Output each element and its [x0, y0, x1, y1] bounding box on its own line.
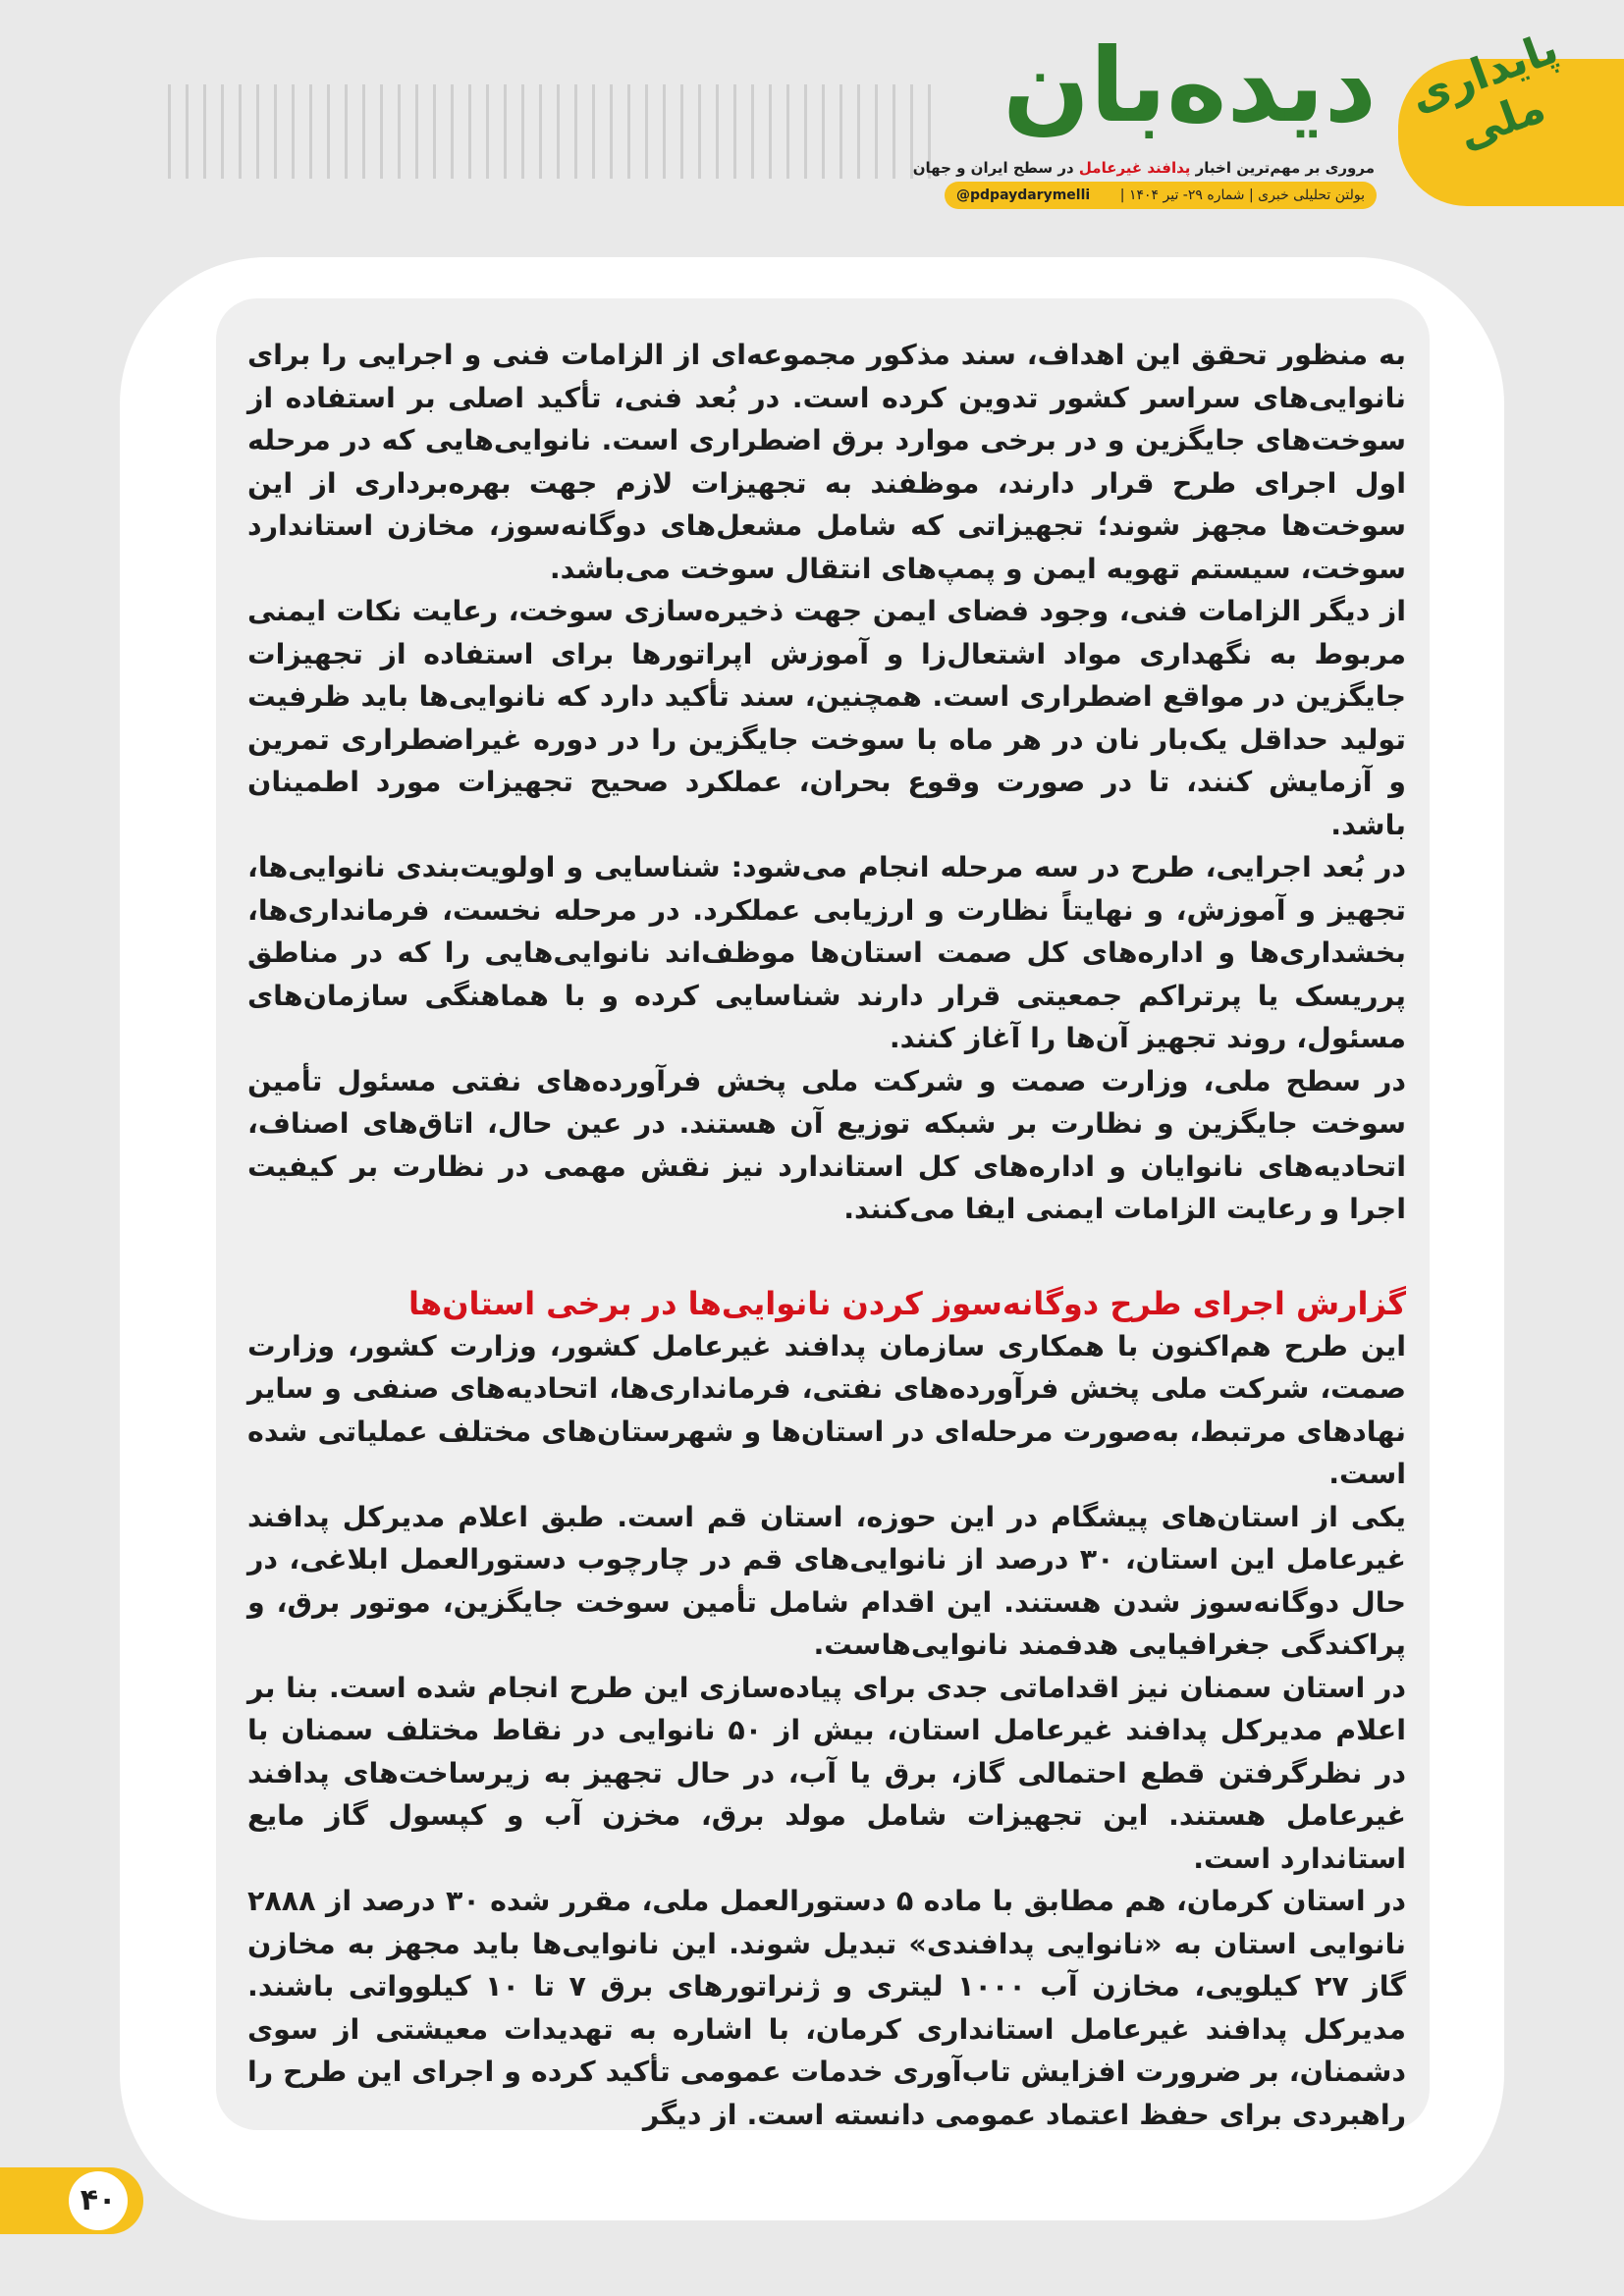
page-number: ۴۰: [69, 2171, 128, 2230]
article-paragraph: این طرح هم‌اکنون با همکاری سازمان پدافند غیرعامل کشور، وزارت کشور، وزارت صمت، شرکت ملی پخش فرآورده‌های نفتی، فرمانداری‌ها، اتحادیه‌های صنفی و سایر نهادهای مرتبط، به‌صورت مرحله‌ای در استان‌ها و شهرستان‌های مختلف عملیاتی شده است.: [247, 1329, 1406, 1490]
article-paragraph: به منظور تحقق این اهداف، سند مذکور مجموعه‌ای از الزامات فنی و اجرایی را برای نانوایی‌های سراسر کشور تدوین کرده است. در بُعد فنی، تأکید اصلی بر استفاده از سوخت‌های جایگزین و در برخی موارد برق اضطراری است. نانوایی‌هایی که در مرحله اول اجرای طرح قرار دارند، موظفند به تجهیزات لازم جهت بهره‌برداری از این سوخت‌ها مجهز شوند؛ تجهیزاتی که شامل مشعل‌های دوگانه‌سوز، مخازن استاندارد سوخت، سیستم تهویه ایمن و پمپ‌های انتقال سوخت می‌باشد.: [247, 339, 1406, 585]
article-paragraph: در استان کرمان، هم مطابق با ماده ۵ دستورالعمل ملی، مقرر شده ۳۰ درصد از ۲۸۸۸ نانوایی استان به «نانوایی پدافندی» تبدیل شوند. این نانوایی‌ها باید مجهز به مخازن گاز ۲۷ کیلویی، مخازن آب ۱۰۰۰ لیتری و ژنراتورهای برق ۷ تا ۱۰ کیلوواتی باشند. مدیرکل پدافند غیرعامل استانداری کرمان، با اشاره به تهدیدات معیشتی از سوی دشمنان، بر ضرورت افزایش تاب‌آوری خدمات عمومی تأکید کرده و اجرای این طرح را راهبردی برای حفظ اعتماد عمومی دانسته است. از دیگر: [247, 1885, 1406, 2131]
bulletin-info-bar: [945, 182, 1377, 209]
bulletin-issue-info: بولتن تحلیلی خبری | شماره ۲۹- تیر ۱۴۰۴ |: [1119, 187, 1365, 203]
tagline-part-2: در سطح ایران و جهان: [912, 159, 1074, 177]
section-heading: گزارش اجرای طرح دوگانه‌سوز کردن نانوایی‌ها در برخی استان‌ها: [408, 1284, 1406, 1322]
article-paragraph: یکی از استان‌های پیشگام در این حوزه، استان قم است. طبق اعلام مدیرکل پدافند غیرعامل این استان، ۳۰ درصد از نانوایی‌های قم در چارچوب دستورالعمل ابلاغی، در حال دوگانه‌سوز شدن هستند. این اقدام شامل تأمین سوخت جایگزین، موتور برق، و پراکندگی جغرافیایی هدفمند نانوایی‌هاست.: [247, 1500, 1406, 1661]
social-handle: @pdpaydarymelli: [956, 187, 1091, 203]
tagline-highlight: پدافند غیرعامل: [1078, 159, 1191, 177]
article-paragraph: در سطح ملی، وزارت صمت و شرکت ملی پخش فرآورده‌های نفتی مسئول تأمین سوخت جایگزین و نظارت بر شبکه توزیع آن هستند. در عین حال، اتاق‌های اصناف، اتحادیه‌های نانوایان و اداره‌های کل استاندارد نیز نقش مهمی در نظارت بر کیفیت اجرا و رعایت الزامات ایمنی ایفا می‌کنند.: [247, 1064, 1406, 1225]
article-body: [247, 334, 1406, 2131]
decorative-stripes: [116, 84, 931, 179]
tagline-part-1: مروری بر مهم‌ترین اخبار: [1195, 159, 1375, 177]
masthead-title: دیده‌بان: [1002, 26, 1377, 145]
publisher-logo: پایداری ملی: [1403, 23, 1565, 160]
article-paragraph: در بُعد اجرایی، طرح در سه مرحله انجام می‌شود: شناسایی و اولویت‌بندی نانوایی‌ها، تجهیز و آموزش، و نهایتاً نظارت و ارزیابی عملکرد. در مرحله نخست، فرمانداری‌ها، بخشداری‌ها و اداره‌های کل صمت استان‌ها موظف‌اند نانوایی‌هایی را که در مناطق پرریسک یا پرتراکم جمعیتی قرار دارند شناسایی کرده و با هماهنگی سازمان‌های مسئول، روند تجهیز آن‌ها را آغاز کنند.: [247, 851, 1406, 1054]
masthead-tagline: [912, 159, 1375, 181]
article-paragraph: در استان سمنان نیز اقداماتی جدی برای پیاده‌سازی این طرح انجام شده است. بنا بر اعلام مدیرکل پدافند غیرعامل استان، بیش از ۵۰ نانوایی در نقاط مختلف سمنان با در نظرگرفتن قطع احتمالی گاز، برق یا آب، در حال تجهیز به زیرساخت‌های پدافند غیرعامل هستند. این تجهیزات شامل مولد برق، مخزن آب و کپسول گاز مایع استاندارد است.: [247, 1671, 1406, 1875]
page-header: [0, 0, 1624, 226]
article-paragraph: از دیگر الزامات فنی، وجود فضای ایمن جهت ذخیره‌سازی سوخت، رعایت نکات ایمنی مربوط به نگهداری مواد اشتعال‌زا و آموزش اپراتورها برای استفاده از تجهیزات جایگزین در مواقع اضطراری است. همچنین، سند تأکید دارد که نانوایی‌ها باید ظرفیت تولید حداقل یک‌بار نان در هر ماه با سوخت جایگزین را در دوره غیراضطراری تمرین و آزمایش کنند، تا در صورت وقوع بحران، عملکرد صحیح تجهیزات مورد اطمینان باشد.: [247, 595, 1406, 841]
